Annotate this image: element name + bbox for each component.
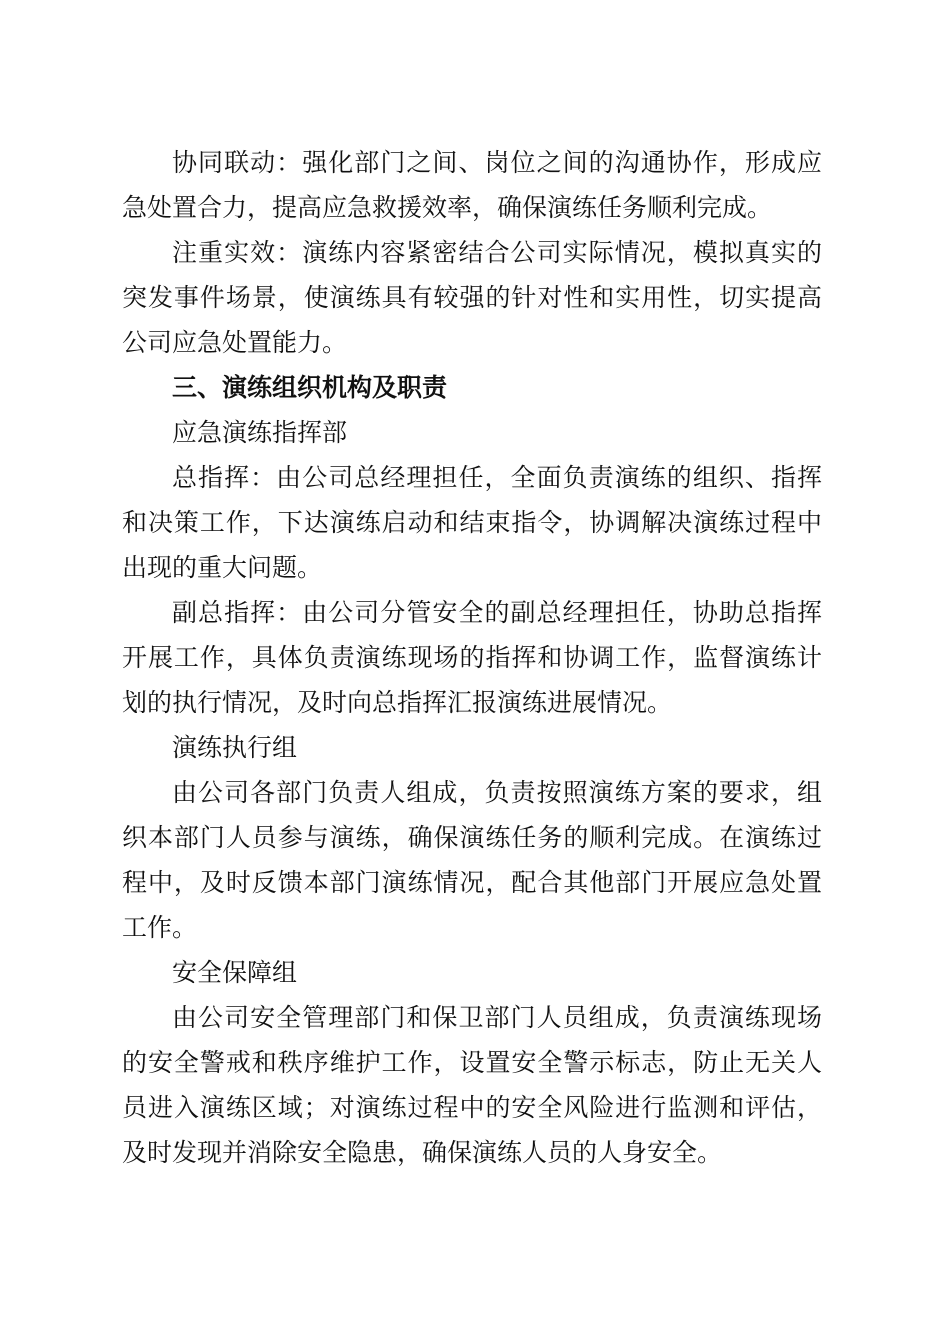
- paragraph-line: 员进入演练区域；对演练过程中的安全风险进行监测和评估，: [122, 1093, 822, 1122]
- paragraph-line: 由公司安全管理部门和保卫部门人员组成，负责演练现场: [172, 1003, 822, 1032]
- paragraph-line: 和决策工作，下达演练启动和结束指令，协调解决演练过程中: [122, 508, 822, 537]
- paragraph-line: 总指挥：由公司总经理担任，全面负责演练的组织、指挥: [172, 463, 822, 492]
- paragraph-line: 注重实效：演练内容紧密结合公司实际情况，模拟真实的: [172, 238, 822, 267]
- paragraph-line: 由公司各部门负责人组成，负责按照演练方案的要求，组: [172, 778, 822, 807]
- paragraph-line: 划的执行情况，及时向总指挥汇报演练进展情况。: [122, 688, 673, 717]
- paragraph-line: 及时发现并消除安全隐患，确保演练人员的人身安全。: [122, 1138, 723, 1167]
- paragraph-line: 工作。: [122, 913, 198, 942]
- paragraph-line: 的安全警戒和秩序维护工作，设置安全警示标志，防止无关人: [122, 1048, 822, 1077]
- subheading: 演练执行组: [172, 733, 298, 762]
- paragraph-line: 开展工作，具体负责演练现场的指挥和协调工作，监督演练计: [122, 643, 822, 672]
- paragraph-line: 程中，及时反馈本部门演练情况，配合其他部门开展应急处置: [122, 868, 822, 897]
- paragraph-line: 副总指挥：由公司分管安全的副总经理担任，协助总指挥: [172, 598, 822, 627]
- subheading: 安全保障组: [172, 958, 298, 987]
- paragraph-line: 公司应急处置能力。: [122, 328, 348, 357]
- paragraph-line: 急处置合力，提高应急救援效率，确保演练任务顺利完成。: [122, 193, 773, 222]
- paragraph-line: 出现的重大问题。: [122, 553, 323, 582]
- paragraph-line: 突发事件场景，使演练具有较强的针对性和实用性，切实提高: [122, 283, 822, 312]
- section-heading: 三、演练组织机构及职责: [172, 373, 448, 402]
- subheading: 应急演练指挥部: [172, 418, 348, 447]
- paragraph-line: 协同联动：强化部门之间、岗位之间的沟通协作，形成应: [172, 148, 822, 177]
- paragraph-line: 织本部门人员参与演练，确保演练任务的顺利完成。在演练过: [122, 823, 822, 852]
